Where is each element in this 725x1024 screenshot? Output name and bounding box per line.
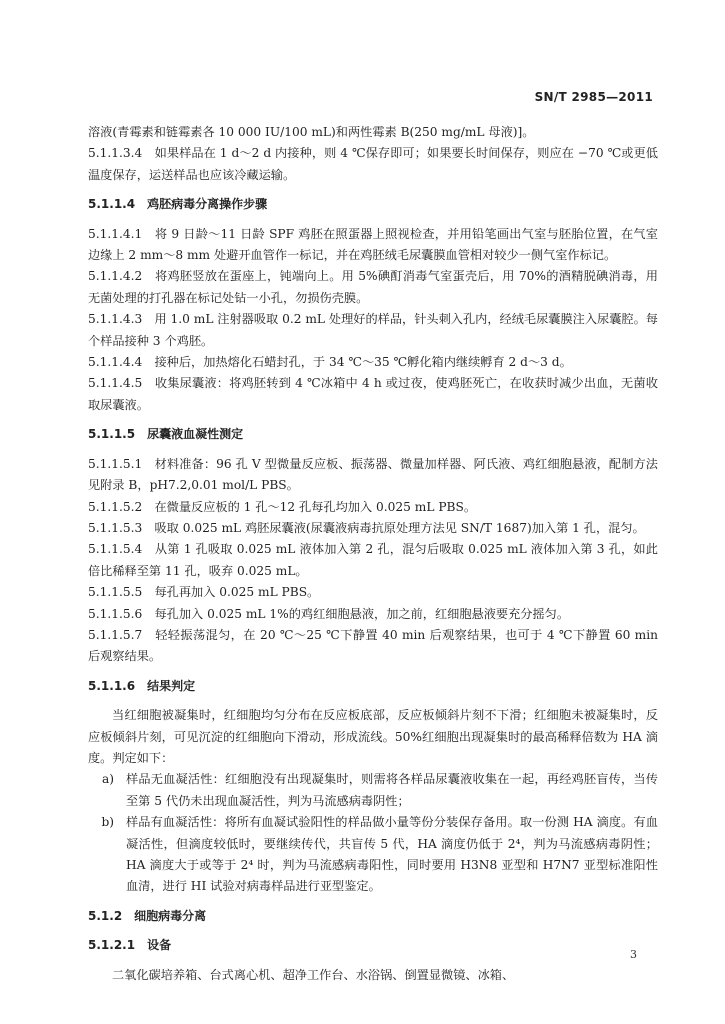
paragraph: 5.1.1.4.2 将鸡胚竖放在蛋座上，钝端向上。用 5%碘酊消毒气室蛋壳后，用 70%的酒精脱碘消毒，用无菌处理的打孔器在标记处钻一小孔，勿损伤壳膜。 — [88, 269, 658, 305]
list-marker: b) — [101, 815, 114, 830]
paragraph: 5.1.1.4.4 接种后，加热熔化石蜡封孔，于 34 ℃～35 ℃孵化箱内继续孵育 2 d～3 d。 — [88, 355, 572, 370]
paragraph: 5.1.1.4.3 用 1.0 mL 注射器吸取 0.2 mL 处理好的样品，针头刺入孔内，经绒毛尿囊膜注入尿囊腔。每个样品接种 3 个鸡胚。 — [88, 312, 658, 348]
paragraph: 5.1.1.5.6 每孔加入 0.025 mL 1%的鸡红细胞悬液，加之前，红细胞悬液要充分摇匀。 — [88, 606, 570, 621]
section-heading: 5.1.2.1 设备 — [88, 938, 172, 953]
paragraph: 5.1.1.5.3 吸取 0.025 mL 鸡胚尿囊液(尿囊液病毒抗原处理方法见 SN/T 1687)加入第 1 孔，混匀。 — [88, 520, 645, 535]
paragraph: 5.1.1.3.4 如果样品在 1 d～2 d 内接种，则 4 ℃保存即可；如果要长时间保存，则应在 −70 ℃或更低温度保存，运送样品也应该冷藏运输。 — [88, 146, 658, 182]
paragraph: 二氧化碳培养箱、台式离心机、超净工作台、水浴锅、倒置显微镜、冰箱、 — [112, 967, 515, 982]
paragraph: 5.1.1.5.7 轻轻振荡混匀，在 20 ℃～25 ℃下静置 40 min 后观察结果，也可于 4 ℃下静置 60 min 后观察结果。 — [88, 627, 658, 664]
section-heading: 5.1.2 细胞病毒分离 — [88, 908, 207, 923]
paragraph: 5.1.1.4.1 将 9 日龄～11 日龄 SPF 鸡胚在照蛋器上照视检查，并用铅笔画出气室与胚胎位置，在气室边缘上 2 mm～8 mm 处避开血管作一标记，并在鸡胚绒毛尿囊膜血管相对较少一侧气室作标记。 — [88, 226, 658, 263]
paragraph: 5.1.1.5.4 从第 1 孔吸取 0.025 mL 液体加入第 2 孔，混匀后吸取 0.025 mL 液体加入第 3 孔，如此倍比稀释至第 11 孔，吸弃 0.025 mL。 — [88, 542, 658, 578]
paragraph: 5.1.1.5.5 每孔再加入 0.025 mL PBS。 — [88, 585, 320, 600]
list-item-text: 样品有血凝活性：将所有血凝试验阳性的样品做小量等份分装保存备用。取一份测 HA 滴度。有血凝活性，但滴度较低时，要继续传代，共盲传 5 代，HA 滴度仍低于 2⁴，判为马流感病毒阴性；HA 滴度大于或等于 2⁴ 时，判为马流感病毒阳性，同时要用 H3N8 亚型和 H7N7 亚型标准阳性血清，进行 HI 试验对病毒样品进行亚型鉴定。 — [126, 815, 658, 894]
page-number: 3 — [630, 948, 637, 961]
paragraph: 5.1.1.5.2 在微量反应板的 1 孔～12 孔每孔均加入 0.025 mL PBS。 — [88, 499, 477, 514]
standard-number: SN/T 2985—2011 — [534, 90, 653, 104]
paragraph: 溶液(青霉素和链霉素各 10 000 IU/100 mL)和两性霉素 B(250 mg/mL 母液)]。 — [88, 125, 535, 139]
list-item — [88, 769, 658, 812]
paragraph: 当红细胞被凝集时，红细胞均匀分布在反应板底部，反应板倾斜片刻不下滑；红细胞未被凝集时，反应板倾斜片刻，可见沉淀的红细胞向下滑动，形成流线。50%红细胞出现凝集时的最高稀释倍数为 HA 滴度。判定如下： — [88, 708, 658, 765]
paragraph: 5.1.1.4.5 收集尿囊液：将鸡胚转到 4 ℃冰箱中 4 h 或过夜，使鸡胚死亡，在收获时减少出血，无菌收取尿囊液。 — [88, 376, 658, 412]
list-marker: a) — [101, 772, 114, 787]
section-heading: 5.1.1.5 尿囊液血凝性测定 — [88, 427, 244, 442]
list-item — [88, 812, 658, 898]
list-item-text: 样品无血凝活性：红细胞没有出现凝集时，则需将各样品尿囊液收集在一起，再经鸡胚盲传，当传至第 5 代仍未出现血凝活性，判为马流感病毒阴性； — [126, 772, 658, 808]
section-heading: 5.1.1.4 鸡胚病毒分离操作步骤 — [88, 197, 268, 212]
paragraph: 5.1.1.5.1 材料准备：96 孔 V 型微量反应板、振荡器、微量加样器、阿氏液、鸡红细胞悬液，配制方法见附录 B，pH7.2,0.01 mol/L PBS。 — [88, 456, 658, 493]
section-heading: 5.1.1.6 结果判定 — [88, 678, 196, 693]
document-body — [88, 122, 658, 986]
